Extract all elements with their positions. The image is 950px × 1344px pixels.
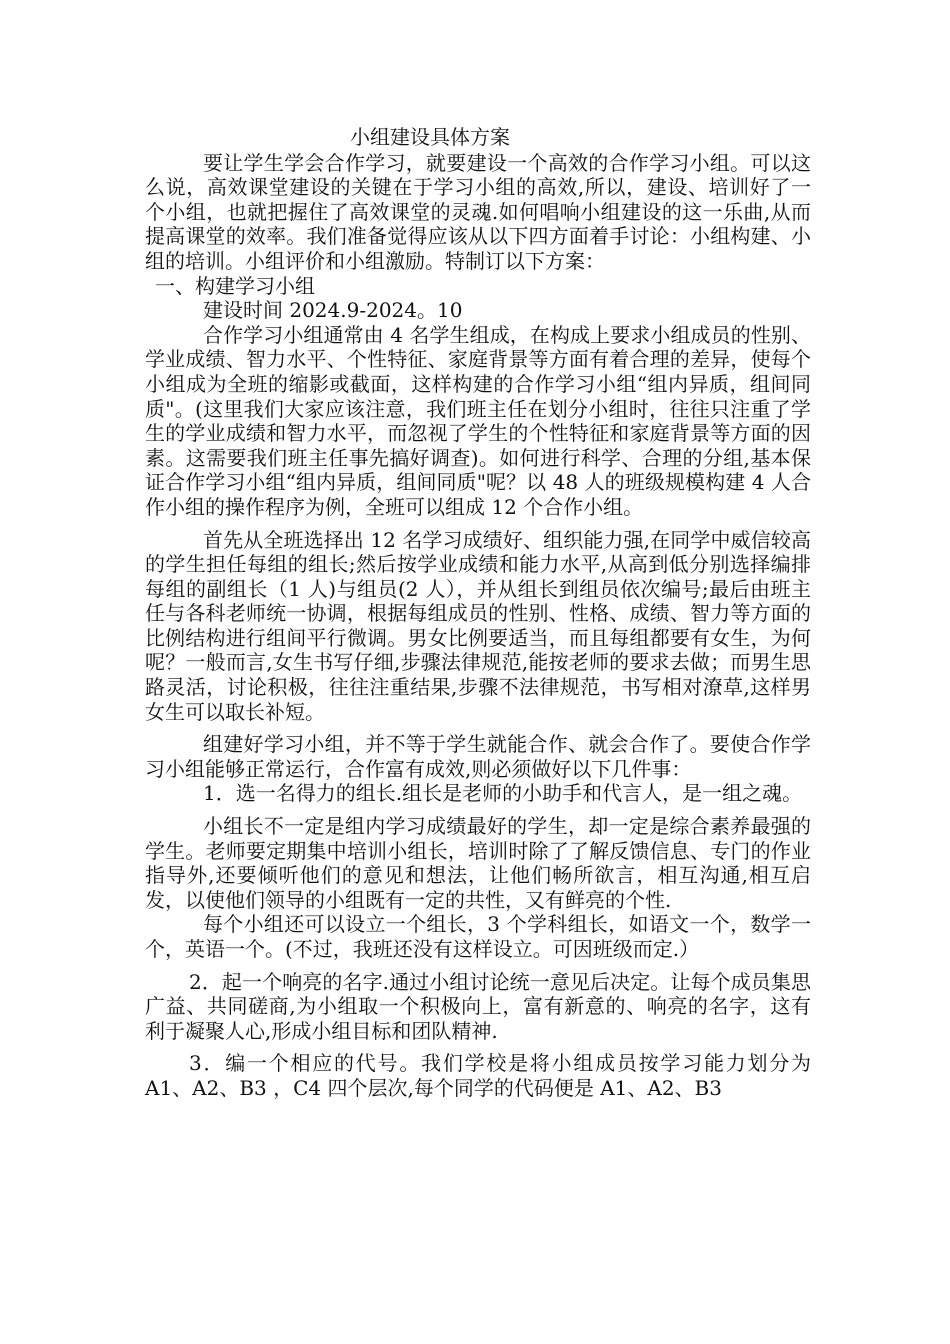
- paragraph-group-selection: 首先从全班选择出 12 名学习成绩好、组织能力强,在同学中威信较高的学生担任每组的组长;然后按学业成绩和能力水平,从高到低分别选择编排每组的副组长（1 人)与组员(2 人），并从组长到组员依次编号;最后由班主任与各科老师统一协调，根据每组成员的性别、性格、成绩、智力等方面的比例结构进行组间平行微调。男女比例要适当，而且每组都要有女生，为何呢？一般而言,女生书写仔细,步骤法律规范,能按老师的要求去做；而男生思路灵活，讨论积极，往往注重结果,步骤不法律规范，书写相对潦草,这样男女生可以取长补短。: [145, 527, 811, 724]
- section-heading: 一、构建学习小组: [155, 273, 315, 298]
- paragraph-group-operation: 组建好学习小组，并不等于学生就能合作、就会合作了。要使合作学习小组能够正常运行，合作富有成效,则必须做好以下几件事：: [145, 732, 811, 781]
- construction-time: 建设时间 2024.9-2024。10: [203, 298, 463, 323]
- document-body: [145, 125, 811, 1101]
- intro-paragraph: 要让学生学会合作学习，就要建设一个高效的合作学习小组。可以这么说，高效课堂建设的关键在于学习小组的高效,所以，建设、培训好了一个小组，也就把握住了高效课堂的灵魂.如何唱响小组建设的这一乐曲,从而提高课堂的效率。我们准备觉得应该从以下四方面着手讨论：小组构建、小组的培训。小组评价和小组激励。特制订以下方案：: [145, 150, 811, 273]
- document-title: 小组建设具体方案: [350, 125, 510, 149]
- paragraph-leader-training: 小组长不一定是组内学习成绩最好的学生，却一定是综合素养最强的学生。老师要定期集中培训小组长，培训时除了了解反馈信息、专门的作业指导外,还要倾听他们的意见和想法，让他们畅所欲言，相互沟通,相互启发，以使他们领导的小组既有一定的共性，又有鲜亮的个性.: [145, 814, 811, 912]
- paragraph-subject-leaders: 每个小组还可以设立一个组长，3 个学科组长，如语文一个，数学一个，英语一个。(不过，我班还没有这样设立。可因班级而定.）: [145, 912, 811, 961]
- paragraph-group-composition: 合作学习小组通常由 4 名学生组成，在构成上要求小组成员的性别、学业成绩、智力水平、个性特征、家庭背景等方面有着合理的差异，使每个小组成为全班的缩影或截面，这样构建的合作学习小组“组内异质，组间同质"。(这里我们大家应该注意，我们班主任在划分小组时，往往只注重了学生的学业成绩和智力水平，而忽视了学生的个性特征和家庭背景等方面的因素。这需要我们班主任事先搞好调查)。如何进行科学、合理的分组,基本保证合作学习小组“组内异质，组间同质"呢？以 48 人的班级规模构建 4 人合作小组的操作程序为例，全班可以组成 12 个合作小组。: [145, 322, 811, 519]
- item-3-group-code: 3．编一个相应的代号。我们学校是将小组成员按学习能力划分为 A1、A2、B3 ，C4 四个层次,每个同学的代码便是 A1、A2、B3: [145, 1051, 811, 1100]
- item-2-group-name: 2．起一个响亮的名字.通过小组讨论统一意见后决定。让每个成员集思广益、共同磋商,为小组取一个积极向上，富有新意的、响亮的名字，这有利于凝聚人心,形成小组目标和团队精神.: [145, 969, 811, 1043]
- item-1-leader: 1．选一名得力的组长.组长是老师的小助手和代言人，是一组之魂。: [203, 781, 803, 806]
